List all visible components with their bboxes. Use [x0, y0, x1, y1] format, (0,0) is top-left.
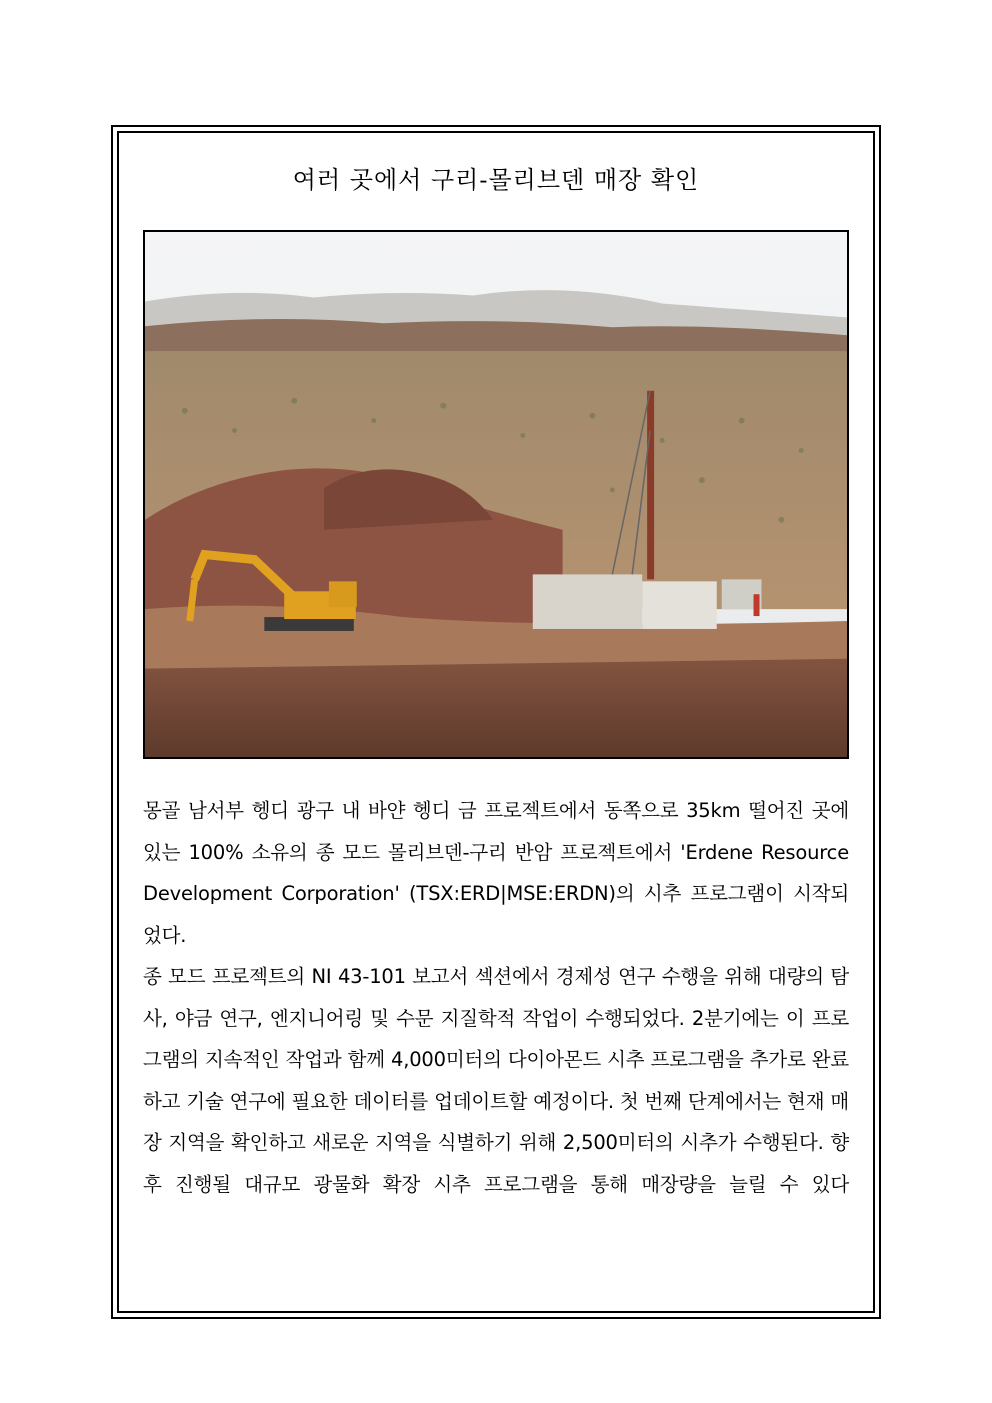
paragraph-1: 몽골 남서부 헹디 광구 내 바얀 헹디 금 프로젝트에서 동쪽으로 35km 떨어진 곳에 있는 100% 소유의 종 모드 몰리브덴-구리 반암 프로젝트에서 'Erdene Resource Development Corporation' (TSX:ERD|MSE:ERDN)의 시추 프로그램이 시작되었다. [143, 799, 849, 947]
article-title: 여러 곳에서 구리-몰리브덴 매장 확인 [292, 166, 700, 194]
drilling-site-photo [143, 230, 849, 759]
article-body [143, 790, 849, 1205]
paragraph-2: 종 모드 프로젝트의 NI 43-101 보고서 섹션에서 경제성 연구 수행을 위해 대량의 탐사, 야금 연구, 엔지니어링 및 수문 지질학적 작업이 수행되었다. 2분기에는 이 프로그램의 지속적인 작업과 함께 4,000미터의 다이아몬드 시추 프로그램을 추가로 완료하고 기술 연구에 필요한 데이터를 업데이트할 예정이다. 첫 번째 단계에서는 현재 매장 지역을 확인하고 새로운 지역을 식별하기 위해 2,500미터의 시추가 수행된다. 향후 진행될 대규모 광물화 확장 시추 프로그램을 통해 매장량을 늘릴 수 있다 [143, 965, 850, 1196]
